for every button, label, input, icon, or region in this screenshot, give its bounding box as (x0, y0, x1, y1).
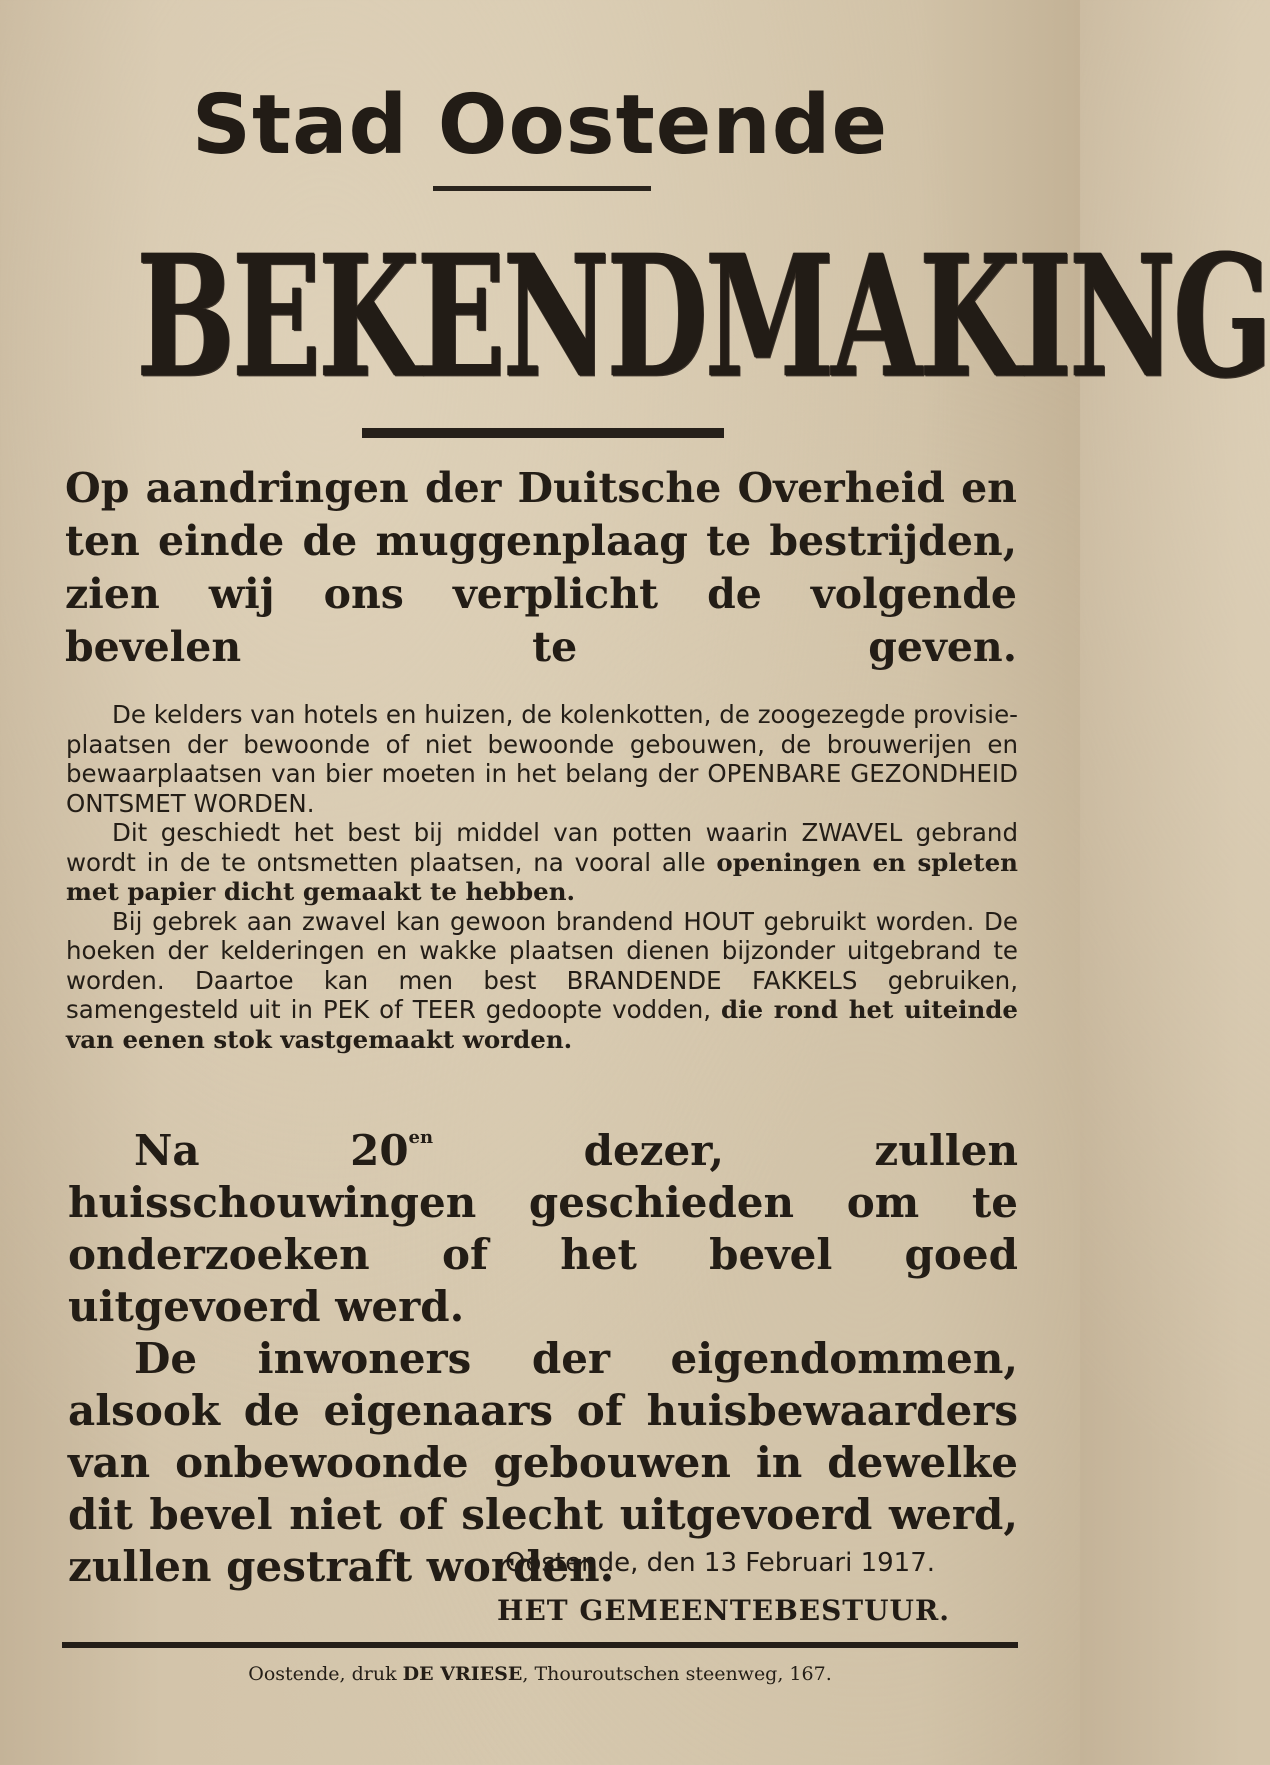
instruction-cellars: De kelders van hotels en huizen, de kolenkotten, de zoogezegde provisie-plaatsen der bewoonde of niet bewoonde gebouwen, de brouwerijen en bewaarplaatsen van bier moeten in het belang der OPENBARE GEZONDHEID ONTSMET WORDEN. (66, 700, 1018, 818)
place-date: Oostende, den 13 Februari 1917. (505, 1548, 935, 1578)
divider-bottom (62, 1642, 1018, 1648)
notice-penalties: De inwoners der eigendommen, alsook de eigenaars of huisbewaarders van onbewoonde gebouwen in dewelke dit bevel niet of slecht uitgevoerd werd, zullen gestraft worden. (68, 1334, 1018, 1591)
divider-short (433, 186, 651, 191)
issuing-authority: HET GEMEENTEBESTUUR. (496, 1594, 950, 1627)
city-title: Stad Oostende (191, 78, 889, 173)
headline: BEKENDMAKING (136, 218, 1270, 416)
instruction-wood-text: Bij gebrek aan zwavel kan gewoon brandend HOUT gebruikt worden. De hoeken der kelderingen en wakke plaatsen dienen bijzonder uitgebrand te worden. Daartoe kan men best BRANDENDE FAKKELS gebruiken, samengesteld uit in PEK of TEER gedoopte vodden, (66, 906, 1018, 1024)
notices (68, 1112, 1018, 1593)
ordinal-suffix: en (408, 1127, 434, 1148)
intro-paragraph: Op aandringen der Duitsche Overheid en ten einde de muggenplaag te bestrijden, zien wij ons verplicht de volgende bevelen te geven. (65, 464, 1017, 671)
instruction-sulphur (66, 818, 1018, 907)
instructions (66, 700, 1018, 1054)
printer-imprint (0, 1663, 1080, 1685)
instruction-wood-tail: die rond het uiteinde van eenen stok vastgemaakt worden. (66, 995, 1019, 1054)
notice-inspections-text: dezer, zullen huisschouwingen geschieden om te onderzoeken of het bevel goed uitgevoerd werd. (68, 1126, 1018, 1331)
notice-inspections (68, 1112, 1018, 1333)
printer-name: DE VRIESE (402, 1663, 523, 1685)
printer-address: , Thouroutschen steenweg, 167. (522, 1663, 832, 1685)
printer-prefix: Oostende, druk (248, 1663, 403, 1685)
divider-thick (362, 428, 724, 438)
instruction-wood (66, 907, 1018, 1055)
notice-inspections-lead: Na 20 (134, 1126, 409, 1175)
instruction-sulphur-tail: openingen en spleten met papier dicht gemaakt te hebben. (66, 847, 1018, 906)
instruction-sulphur-text: Dit geschiedt het best bij middel van potten waarin ZWAVEL gebrand wordt in de te ontsmetten plaatsen, na vooral alle (66, 818, 1018, 877)
